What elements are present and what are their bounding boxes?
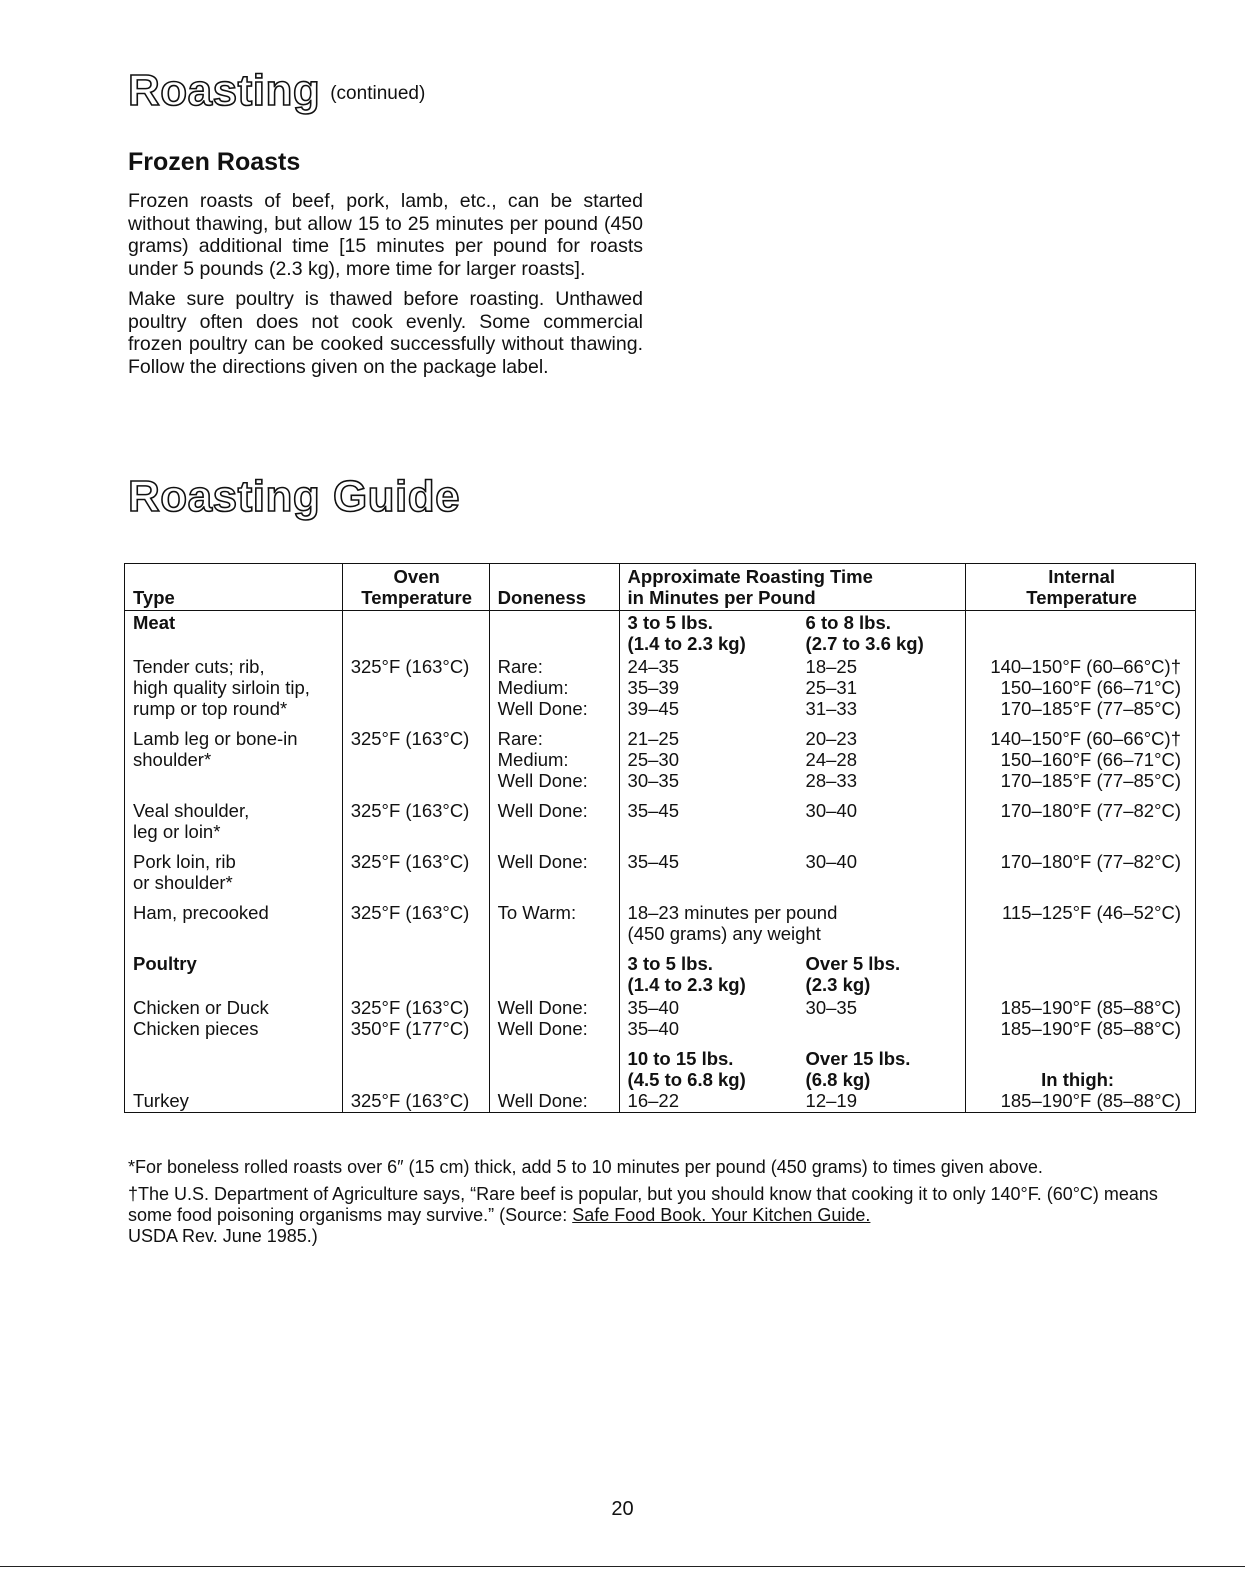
time-cell: 21–25 20–23 25–30 24–28 30–35 28–33 xyxy=(619,720,966,792)
table-row xyxy=(125,792,1196,843)
header-internal-temperature: Internal Temperature xyxy=(966,564,1196,611)
frozen-roasts-text xyxy=(128,190,643,386)
table-row xyxy=(125,843,1196,894)
table-row xyxy=(125,894,1196,945)
doneness-cell: Rare: Medium: Well Done: xyxy=(489,720,619,792)
meat-section-row xyxy=(125,611,1196,656)
oven-cell: 325°F (163°C) xyxy=(342,894,489,945)
header-oven-temperature: Oven Temperature xyxy=(342,564,489,611)
roasting-guide-table xyxy=(124,563,1196,1113)
doneness-cell: Well Done: Well Done: xyxy=(489,996,619,1040)
time-cell: 35–45 30–40 xyxy=(619,843,966,894)
time-cell: 35–45 30–40 xyxy=(619,792,966,843)
poultry-weight-headers: 3 to 5 lbs. Over 5 lbs. (1.4 to 2.3 kg) (2.3 kg) xyxy=(619,945,966,996)
poultry-section-row xyxy=(125,945,1196,996)
oven-cell: 325°F (163°C) xyxy=(342,843,489,894)
header-roasting-time: Approximate Roasting Time in Minutes per Pound xyxy=(619,564,966,611)
table-row xyxy=(125,996,1196,1040)
doneness-cell: Well Done: xyxy=(489,792,619,843)
poultry-label: Poultry xyxy=(133,953,197,974)
type-cell: Chicken or Duck Chicken pieces xyxy=(133,997,269,1039)
page-number: 20 xyxy=(611,1498,634,1520)
type-cell: Turkey xyxy=(133,1090,189,1111)
footnote-star: *For boneless rolled roasts over 6″ (15 cm) thick, add 5 to 10 minutes per pound (450 grams) to times given above. xyxy=(128,1157,1043,1177)
doneness-cell: To Warm: xyxy=(489,894,619,945)
doneness-cell: Rare: Medium: Well Done: xyxy=(489,655,619,720)
meat-label: Meat xyxy=(133,612,176,633)
doneness-cell: Well Done: xyxy=(489,1040,619,1113)
time-cell: 10 to 15 lbs. Over 15 lbs. (4.5 to 6.8 kg) (6.8 kg) 16–22 12–19 xyxy=(619,1040,966,1113)
frozen-roasts-heading: Frozen Roasts xyxy=(128,148,301,176)
meat-weight-headers: 3 to 5 lbs. 6 to 8 lbs. (1.4 to 2.3 kg) (2.7 to 3.6 kg) xyxy=(619,611,966,656)
internal-cell: 140–150°F (60–66°C)† 150–160°F (66–71°C) 170–185°F (77–85°C) xyxy=(966,720,1196,792)
source-citation: Safe Food Book. Your Kitchen Guide. xyxy=(572,1205,871,1225)
table-row xyxy=(125,1040,1196,1113)
roasting-guide-title: Roasting Guide xyxy=(128,472,461,521)
oven-cell: 325°F (163°C) xyxy=(342,1040,489,1113)
header-type: Type xyxy=(125,564,343,611)
time-cell: 24–35 18–25 35–39 25–31 39–45 31–33 xyxy=(619,655,966,720)
type-cell: Lamb leg or bone-in shoulder* xyxy=(133,728,298,770)
page-title-suffix: (continued) xyxy=(330,83,426,104)
table-header-row xyxy=(125,564,1196,611)
internal-cell: In thigh: 185–190°F (85–88°C) xyxy=(966,1040,1196,1113)
time-cell: 18–23 minutes per pound (450 grams) any weight xyxy=(619,894,966,945)
internal-cell: 140–150°F (60–66°C)† 150–160°F (66–71°C) 170–185°F (77–85°C) xyxy=(966,655,1196,720)
internal-cell: 185–190°F (85–88°C) 185–190°F (85–88°C) xyxy=(966,996,1196,1040)
internal-cell: 115–125°F (46–52°C) xyxy=(966,894,1196,945)
internal-cell: 170–180°F (77–82°C) xyxy=(966,843,1196,894)
page-title xyxy=(128,66,425,116)
oven-cell: 325°F (163°C) xyxy=(342,792,489,843)
oven-cell: 325°F (163°C) xyxy=(342,655,489,720)
footnote-dagger: †The U.S. Department of Agriculture says, “Rare beef is popular, but you should know that cooking it to only 140°F. (60°C) means some food poisoning organisms may survive.” (Source: Safe Food Book. Your Kitchen Guide. USDA Rev. June 1985.) xyxy=(128,1184,1158,1246)
footnotes xyxy=(128,1157,1158,1253)
type-cell: Veal shoulder, leg or loin* xyxy=(133,800,250,842)
time-cell: 35–40 30–35 35–40 xyxy=(619,996,966,1040)
type-cell: Ham, precooked xyxy=(133,902,269,923)
table-row xyxy=(125,655,1196,720)
doneness-cell: Well Done: xyxy=(489,843,619,894)
bottom-rule xyxy=(0,1566,1245,1567)
oven-cell: 325°F (163°C) 350°F (177°C) xyxy=(342,996,489,1040)
oven-cell: 325°F (163°C) xyxy=(342,720,489,792)
page-title-main: Roasting xyxy=(128,66,321,115)
frozen-paragraph-2: Make sure poultry is thawed before roasting. Unthawed poultry often does not cook evenly. Some commercial frozen poultry can be cooked successfully without thawing. Follow the directions given on the package label. xyxy=(128,288,643,378)
table-row xyxy=(125,720,1196,792)
internal-cell: 170–180°F (77–82°C) xyxy=(966,792,1196,843)
type-cell: Pork loin, rib or shoulder* xyxy=(133,851,236,893)
header-doneness: Doneness xyxy=(489,564,619,611)
frozen-paragraph-1: Frozen roasts of beef, pork, lamb, etc., can be started without thawing, but allow 15 to 25 minutes per pound (450 grams) additional time [15 minutes per pound for roasts under 5 pounds (2.3 kg), more time for larger roasts]. xyxy=(128,190,643,280)
type-cell: Tender cuts; rib, high quality sirloin tip, rump or top round* xyxy=(133,656,310,719)
